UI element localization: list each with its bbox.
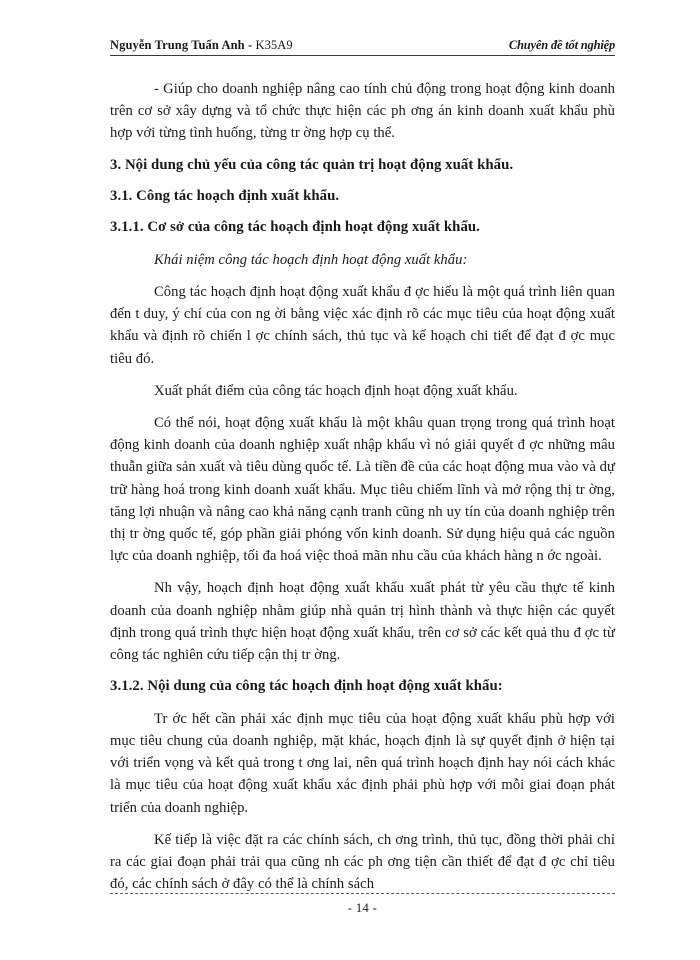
page-number: - 14 - [347, 901, 378, 915]
header-author [110, 38, 293, 53]
paragraph-definition-label: Khái niệm công tác hoạch định hoạt động xuất khẩu: [154, 251, 468, 268]
footer-divider [110, 893, 615, 894]
heading-section-3: 3. Nội dung chủ yếu của công tác quản trị hoạt động xuất khẩu. [110, 156, 514, 173]
paragraph-role-of-export: Có thể nói, hoạt động xuất khẩu là một khâu quan trọng trong quá trình hoạt động kinh doanh của doanh nghiệp xuất nhập khẩu vì nó giải quyết đ ợc những mâu thuẫn giữa sản xuất và tiêu dùng quốc tế. Là tiền đề của các hoạt động mua vào và dự trữ hàng hoá trong kinh doanh xuất khẩu. Mục tiêu chiếm lĩnh và mở rộng thị tr ờng, tăng lợi nhuận và nâng cao khả năng cạnh tranh cũng nh uy tín của doanh nghiệp trên thị tr ờng quốc tế, góp phần giải phóng vốn kinh doanh. Sử dụng hiệu quả các nguồn lực của doanh nghiệp, tối đa hoá việc thoả mãn nhu cầu của khách hàng n ớc ngoài. [110, 415, 615, 565]
paragraph-bullet-advantage: - Giúp cho doanh nghiệp nâng cao tính chủ động trong hoạt động kinh doanh trên cơ sở xây dựng và tổ chức thực hiện các ph ơng án kinh doanh xuất khẩu phù hợp với từng tình huống, từng tr ờng hợp cụ thể. [110, 81, 615, 142]
heading-section-3-1-1: 3.1.1. Cơ sở của công tác hoạch định hoạt động xuất khẩu. [110, 219, 480, 236]
header-class-code: K35A9 [255, 38, 293, 52]
paragraph-definition-body: Công tác hoạch định hoạt động xuất khẩu đ ợc hiểu là một quá trình liên quan đến t duy, ý chí của con ng ời bằng việc xác định rõ các mục tiêu của hoạt động xuất khẩu và định rõ chiến l ợc chính sách, thủ tục và kế hoạch chi tiết để đạt đ ợc mục tiêu đó. [110, 284, 615, 367]
header-author-name: Nguyễn Trung Tuấn Anh [110, 38, 245, 52]
paragraph-objectives: Tr ớc hết cần phải xác định mục tiêu của hoạt động xuất khẩu phù hợp với mục tiêu chung của doanh nghiệp, mặt khác, hoạch định là sự quyết định ở hiện tại với triển vọng và kết quả trong t ơng lai, nên quá trình hoạch định hay nói cách khác là mục tiêu của hoạt động xuất khẩu xác định phải phù hợp với mỗi giai đoạn phát triển của doanh nghiệp. [110, 710, 615, 816]
paragraph-conclusion-planning: Nh vậy, hoạch định hoạt động xuất khẩu xuất phát từ yêu cầu thực tế kinh doanh của doanh nghiệp nhằm giúp nhà quản trị hình thành và thực hiện các quyết định trong quá trình thực hiện hoạt động xuất khẩu, trên cơ sở các kết quả thu đ ợc từ công tác nghiên cứu tiếp cận thị tr ờng. [110, 580, 615, 664]
header-document-title: Chuyên đề tốt nghiệp [508, 38, 615, 52]
heading-section-3-1: 3.1. Công tác hoạch định xuất khẩu. [110, 188, 340, 205]
paragraph-policies: Kế tiếp là việc đặt ra các chính sách, ch ơng trình, thủ tục, đồng thời phải chỉ ra các giai đoạn phải trải qua cũng nh các ph ơng tiện cần thiết để đạt đ ợc chỉ tiêu đó, các chính sách ở đây có thể là chính sách [110, 831, 615, 893]
page-footer [110, 893, 615, 916]
page-header [110, 38, 615, 56]
heading-section-3-1-2: 3.1.2. Nội dung của công tác hoạch định hoạt động xuất khẩu: [110, 678, 503, 695]
header-separator: - [247, 38, 253, 52]
page-body [110, 78, 615, 895]
paragraph-starting-point: Xuất phát điểm của công tác hoạch định hoạt động xuất khẩu. [154, 382, 518, 399]
